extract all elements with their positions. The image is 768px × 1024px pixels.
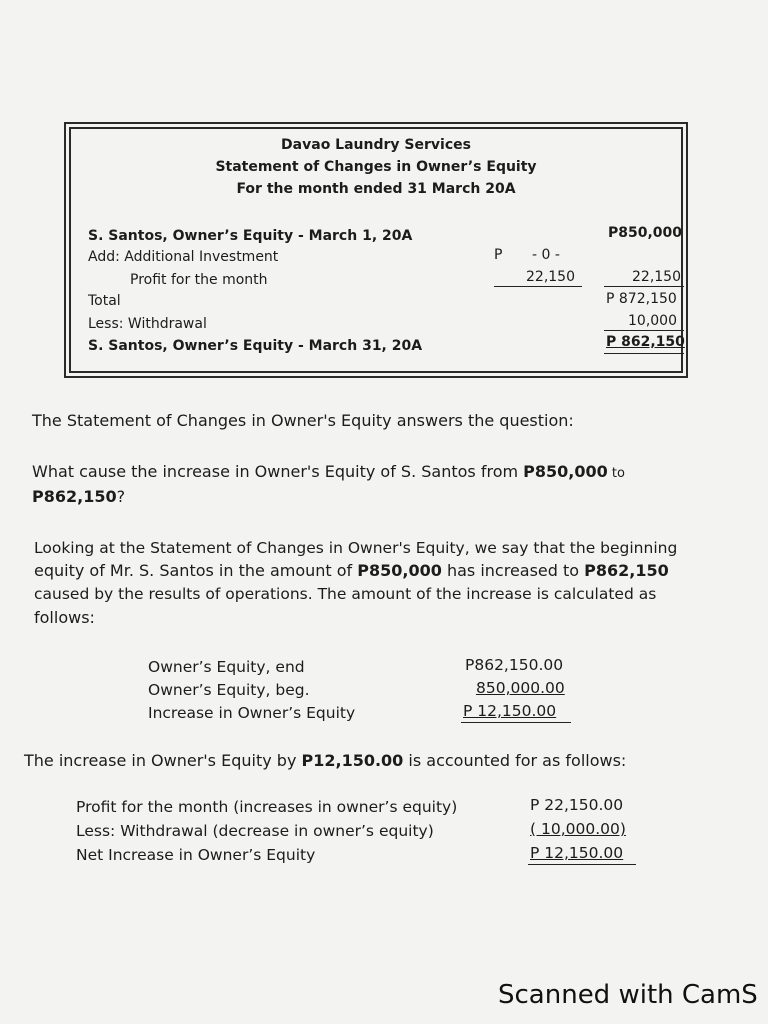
explanation-line-4: follows: xyxy=(34,608,95,627)
add-currency: P xyxy=(494,247,503,263)
profit-total: 22,150 xyxy=(632,269,681,285)
equity-beg-value: 850,000.00 xyxy=(476,679,565,697)
profit-amount: 22,150 xyxy=(526,269,575,285)
explanation-line-2: equity of Mr. S. Santos in the amount of P850,000 has increased to P862,150 xyxy=(34,561,669,580)
withdrawal-decrease-label: Less: Withdrawal (decrease in owner’s equity) xyxy=(76,822,434,840)
net-increase-label: Net Increase in Owner’s Equity xyxy=(76,846,316,864)
withdrawal-underline xyxy=(604,330,684,331)
equity-increase-double-underline xyxy=(461,722,571,723)
ending-double-underline xyxy=(604,353,684,354)
withdrawal-decrease-value: ( 10,000.00) xyxy=(530,820,626,838)
withdrawal-amount: 10,000 xyxy=(628,313,677,329)
company-name: Davao Laundry Services xyxy=(281,137,471,153)
equity-increase-value: P 12,150.00 xyxy=(463,702,557,720)
scanner-watermark: Scanned with CamS xyxy=(498,980,758,1010)
profit-underline xyxy=(494,286,582,287)
total-label: Total xyxy=(88,293,121,309)
profit-total-underline xyxy=(604,286,684,287)
equity-end-value: P862,150.00 xyxy=(465,656,564,674)
add-investment-amount: - 0 - xyxy=(532,247,560,263)
accounted-for-text: The increase in Owner's Equity by P12,150.00 is accounted for as follows: xyxy=(24,751,627,770)
ending-equity-label: S. Santos, Owner’s Equity - March 31, 20A xyxy=(88,338,423,354)
net-increase-double-underline xyxy=(528,864,636,865)
statement-title: Statement of Changes in Owner’s Equity xyxy=(215,159,537,175)
net-increase-value: P 12,150.00 xyxy=(530,844,624,862)
beginning-equity-label: S. Santos, Owner’s Equity - March 1, 20A xyxy=(88,228,413,244)
beginning-equity-amount: P850,000 xyxy=(608,225,683,241)
explanation-line-1: Looking at the Statement of Changes in Owner's Equity, we say that the beginning xyxy=(34,539,678,557)
statement-period: For the month ended 31 March 20A xyxy=(236,181,516,197)
add-investment-label: Add: Additional Investment xyxy=(88,249,279,265)
total-amount: P 872,150 xyxy=(606,291,677,307)
question-line-2: P862,150? xyxy=(32,487,126,506)
explanation-line-3: caused by the results of operations. The amount of the increase is calculated as xyxy=(34,585,657,603)
profit-increase-label: Profit for the month (increases in owner’s equity) xyxy=(76,798,458,816)
ending-equity-amount: P 862,150 xyxy=(606,334,685,350)
equity-increase-label: Increase in Owner’s Equity xyxy=(148,704,356,722)
profit-increase-value: P 22,150.00 xyxy=(530,796,624,814)
profit-label: Profit for the month xyxy=(130,272,268,288)
question-line-1: What cause the increase in Owner's Equity of S. Santos from P850,000 to xyxy=(32,462,625,481)
equity-end-label: Owner’s Equity, end xyxy=(148,658,305,676)
withdrawal-label: Less: Withdrawal xyxy=(88,316,207,332)
equity-beg-label: Owner’s Equity, beg. xyxy=(148,681,310,699)
question-intro: The Statement of Changes in Owner's Equity answers the question: xyxy=(32,411,574,430)
